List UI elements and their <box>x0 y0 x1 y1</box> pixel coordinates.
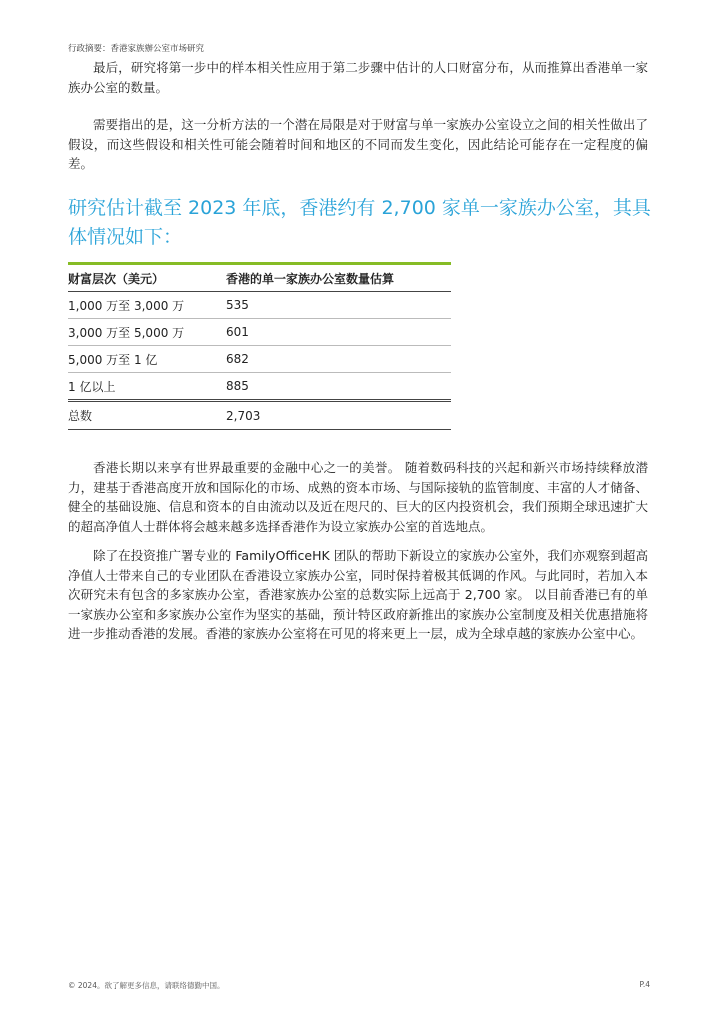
table-header-row <box>68 265 451 292</box>
paragraph-methodology: 最后，研究将第一步中的样本相关性应用于第二步骤中估计的人口财富分布，从而推算出香港单一家族办公室的数量。 <box>68 60 648 95</box>
headline-estimate: 研究估计截至 2023 年底，香港约有 2,700 家单一家族办公室，其具体情况如下： <box>68 197 651 248</box>
footer-copyright: © 2024。欲了解更多信息，请联络德勤中国。 <box>68 981 225 990</box>
table-row <box>68 346 451 373</box>
table-total-row <box>68 401 451 430</box>
sfo-count-cell: 601 <box>226 319 451 346</box>
sfo-count-cell: 885 <box>226 379 249 393</box>
total-label: 总数 <box>68 401 226 430</box>
running-header: 行政摘要：香港家族辦公室市场研究 <box>68 44 205 54</box>
table-row <box>68 373 451 401</box>
paragraph-outlook: 除了在投资推广署专业的 FamilyOfficeHK 团队的帮助下新设立的家族办公室外，我们亦观察到超高净值人士带来自己的专业团队在香港设立家族办公室，同时保持着极其低调的作风。与此同时，若加入本次研究未有包含的多家族办公室，香港家族办公室的总数实际上远高于 2,700 家。 以目前香港已有的单一家族办公室和多家族办公室作为坚实的基础，预计特区政府新推出的家族办公室制度及相关优惠措施将进一步推动香港的发展。香港的家族办公室将在可见的将来更上一层，成为全球卓越的家族办公室中心。 <box>68 548 648 641</box>
sfo-count-cell: 535 <box>226 292 451 319</box>
paragraph-limitation: 需要指出的是，这一分析方法的一个潜在局限是对于财富与单一家族办公室设立之间的相关性做出了假设，而这些假设和相关性可能会随着时间和地区的不同而发生变化，因此结论可能存在一定程度的偏差。 <box>68 117 648 171</box>
wealth-tier-cell: 1,000 万至 3,000 万 <box>68 292 226 319</box>
table-row <box>68 292 451 319</box>
sfo-count-cell: 682 <box>226 346 451 373</box>
wealth-tier-cell: 1 亿以上 <box>68 379 116 394</box>
wealth-tier-cell: 5,000 万至 1 亿 <box>68 346 226 373</box>
table-row <box>68 319 451 346</box>
header-wealth-tier: 财富层次（美元） <box>68 265 226 292</box>
page-number: P.4 <box>639 980 650 989</box>
total-value: 2,703 <box>226 401 451 430</box>
estimate-table <box>68 262 451 430</box>
wealth-tier-cell: 3,000 万至 5,000 万 <box>68 319 226 346</box>
paragraph-hk-financial-centre: 香港长期以来享有世界最重要的金融中心之一的美誉。 随着数码科技的兴起和新兴市场持续释放潜力，建基于香港高度开放和国际化的市场、成熟的资本市场、与国际接轨的监管制度、丰富的人才储备、健全的基础设施、信息和资本的自由流动以及近在咫尺的、巨大的区内投资机会，我们预期全球迅速扩大的超高净值人士群体将会越来越多选择香港作为设立家族办公室的首选地点。 <box>68 460 648 534</box>
header-sfo-count: 香港的单一家族办公室数量估算 <box>226 265 451 292</box>
